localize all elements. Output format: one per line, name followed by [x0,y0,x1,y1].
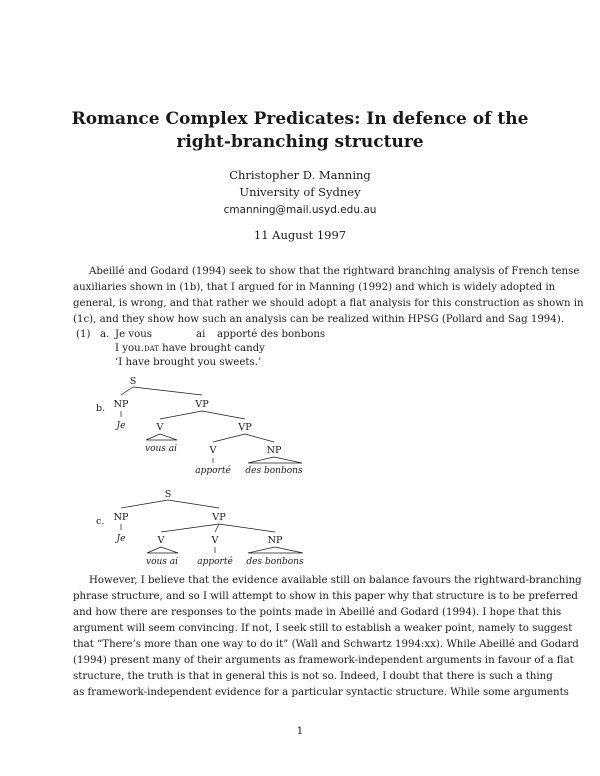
author-email[interactable]: cmanning@mail.usyd.edu.au [223,204,377,216]
tree-b-branch [121,387,133,395]
body-line: However, I believe that the evidence available still on balance favours the rightward-branching [89,575,582,586]
tree-b-node-VP: VP [195,399,209,410]
body-line: as framework-independent evidence for a particular syntactic structure. While some arguments [73,687,569,698]
author-name: Christopher D. Manning [229,168,371,182]
tree-c-branch [161,524,219,532]
tree-b-triangle-vous-ai [146,434,177,440]
tree-c-leaf-apporte: apporté [197,557,233,567]
tree-b-branch [245,434,274,442]
intro-line: (1c), and they show how such an analysis can be realized within HPSG (Pollard and Sag 1994). [73,314,564,325]
body-paragraph [73,573,582,701]
tree-b-leaf-je: Je [116,421,126,431]
tree-c-branch [219,524,275,532]
paper-date: 11 August 1997 [253,228,347,242]
tree-c-node-VP: VP [212,512,226,523]
gloss-prefix: I you. [115,343,144,354]
tree-b-label: b. [96,403,106,414]
tree-c-node-V: V [211,535,219,546]
tree-b-leaf-apporte: apporté [195,466,231,476]
tree-b-branch [213,434,245,442]
tree-b-node-VP: VP [238,422,252,433]
tree-b-node-S: S [129,376,137,387]
tree-c-triangle-des-bonbons [248,547,303,553]
body-line: phrase structure, and so I will attempt to show in this paper why that structure is to be preferred [73,591,578,602]
paper-title-line2: right-branching structure [176,132,424,152]
body-line: and how there are responses to the points made in Abeillé and Godard (1994). I hope that this [73,607,562,618]
body-line: that “There’s more than one way to do it” (Wall and Schwartz 1994:xx). While Abeillé and Godard [73,639,579,650]
tree-b-node-V: V [156,422,164,433]
tree-c-triangle-vous-ai [147,547,178,553]
author-affiliation: University of Sydney [239,185,361,199]
example-word-1: Je vous [115,329,153,340]
body-line: structure, the truth is that in general this is not so. Indeed, I doubt that there is such a thing [73,671,553,682]
body-line: (1994) present many of their arguments as framework-independent arguments in favour of a flat [73,655,574,666]
intro-line: Abeillé and Godard (1994) seek to show that the rightward branching analysis of French tense [89,266,580,277]
tree-b-leaf-vous-ai: vous ai [144,444,178,454]
tree-b-node-NP: NP [266,445,282,456]
tree-b-node-NP: NP [113,399,129,410]
tree-b-node-V: V [209,445,217,456]
intro-line: general, is wrong, and that rather we should adopt a flat analysis for this construction as shown in [73,298,584,309]
gloss-dat: dat [143,343,159,354]
gloss-suffix: have brought candy [158,343,265,354]
tree-b-leaf-des-bonbons: des bonbons [245,466,303,476]
example-number: (1) [76,329,91,340]
tree-c-node-V: V [157,535,165,546]
intro-line: auxiliaries shown in (1b), that I argued for in Manning (1992) and which is widely adopted in [73,282,556,293]
tree-c-branch [121,500,168,508]
example-word-3: apporté des bonbons [217,329,326,340]
body-line: argument will seem convincing. If not, I seek still to establish a weaker point, namely to suggest [73,623,573,634]
tree-c-node-NP: NP [267,535,283,546]
tree-c-branch [215,524,219,532]
tree-b-branch [160,411,202,419]
tree-c-label: c. [96,516,105,527]
tree-c-node-S: S [164,489,172,500]
tree-b-branch [202,411,245,419]
tree-c-leaf-vous-ai: vous ai [145,557,179,567]
page-number: 1 [296,725,304,737]
tree-b-triangle-des-bonbons [248,457,302,463]
tree-b-branch [133,387,202,395]
tree-c-node-NP: NP [113,512,129,523]
tree-c-leaf-je: Je [116,534,126,544]
example-word-2: ai [196,329,206,340]
tree-c-leaf-des-bonbons: des bonbons [246,557,304,567]
tree-c-branch [168,500,219,508]
paper-title-line1: Romance Complex Predicates: In defence of the [71,109,529,129]
example-translation: ‘I have brought you sweets.’ [115,357,262,368]
example-a-label: a. [100,329,110,340]
